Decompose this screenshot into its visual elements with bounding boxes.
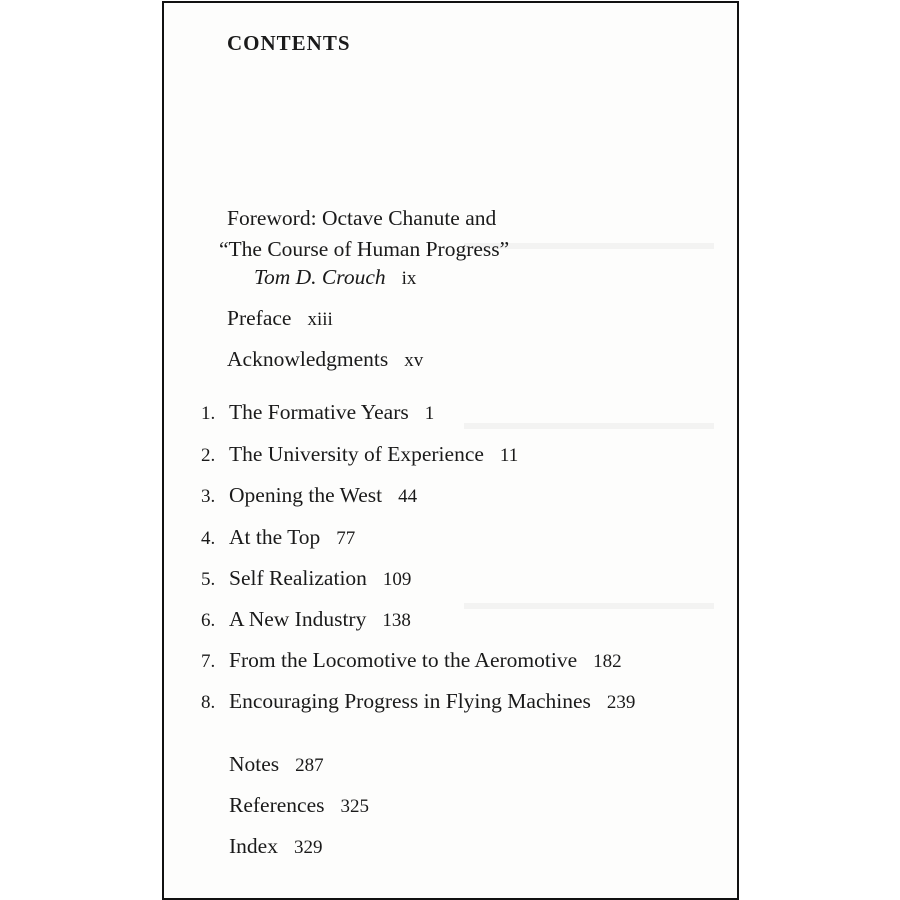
toc-entry-notes <box>229 752 324 777</box>
chapter-number: 3. <box>201 486 216 507</box>
toc-entry-title: Preface <box>227 306 292 330</box>
foreword-author: Tom D. Crouch <box>254 265 386 289</box>
chapter-number: 5. <box>201 569 216 590</box>
chapter-title: The Formative Years <box>229 400 409 424</box>
book-page <box>162 1 739 900</box>
chapter-page: 44 <box>398 486 418 507</box>
foreword-page: ix <box>401 268 417 289</box>
chapter-number: 2. <box>201 445 216 466</box>
chapter-page: 109 <box>382 569 412 590</box>
chapter-number: 1. <box>201 403 216 424</box>
toc-chapter-8 <box>201 689 635 714</box>
chapter-page: 182 <box>593 651 622 672</box>
toc-chapter-6 <box>201 607 411 632</box>
toc-entry-references <box>229 793 369 818</box>
chapter-title: Encouraging Progress in Flying Machines <box>229 689 591 713</box>
toc-chapter-1 <box>201 400 434 425</box>
chapter-title: A New Industry <box>229 607 367 631</box>
toc-entry-title: Acknowledgments <box>227 347 389 371</box>
chapter-title: At the Top <box>229 525 321 549</box>
chapter-number: 8. <box>201 692 216 713</box>
toc-entry-page: 329 <box>293 837 323 858</box>
toc-entry-page: 325 <box>340 796 369 817</box>
toc-entry-title: Notes <box>229 752 280 776</box>
chapter-title: The University of Experience <box>229 442 484 466</box>
toc-chapter-7 <box>201 648 622 673</box>
toc-entry-title: Index <box>229 834 278 858</box>
chapter-page: 138 <box>382 610 411 631</box>
toc-entry-page: xiii <box>307 309 333 330</box>
toc-entry-page: 287 <box>295 755 324 776</box>
chapter-number: 6. <box>201 610 216 631</box>
chapter-page: 239 <box>606 692 636 713</box>
chapter-number: 7. <box>201 651 216 672</box>
foreword-line-1: Foreword: Octave Chanute and <box>227 206 497 230</box>
toc-chapter-2 <box>201 442 518 467</box>
chapter-page: 11 <box>499 445 519 466</box>
toc-entry-index <box>229 834 322 859</box>
toc-entry-title: References <box>229 793 325 817</box>
chapter-page: 1 <box>424 403 435 424</box>
contents-heading: CONTENTS <box>227 31 351 55</box>
chapter-title: From the Locomotive to the Aeromotive <box>229 648 578 672</box>
toc-chapter-5 <box>201 566 411 591</box>
toc-chapter-4 <box>201 525 355 550</box>
chapter-title: Self Realization <box>229 566 367 590</box>
toc-entry-page: xv <box>404 350 424 371</box>
toc-chapter-3 <box>201 483 417 508</box>
foreword-byline <box>254 265 416 290</box>
toc-entry-preface <box>227 306 333 331</box>
chapter-title: Opening the West <box>229 483 383 507</box>
table-of-contents <box>164 3 737 898</box>
toc-entry-acknowledgments <box>227 347 423 372</box>
chapter-number: 4. <box>201 528 216 549</box>
chapter-page: 77 <box>336 528 356 549</box>
foreword-line-2: “The Course of Human Progress” <box>219 237 510 261</box>
